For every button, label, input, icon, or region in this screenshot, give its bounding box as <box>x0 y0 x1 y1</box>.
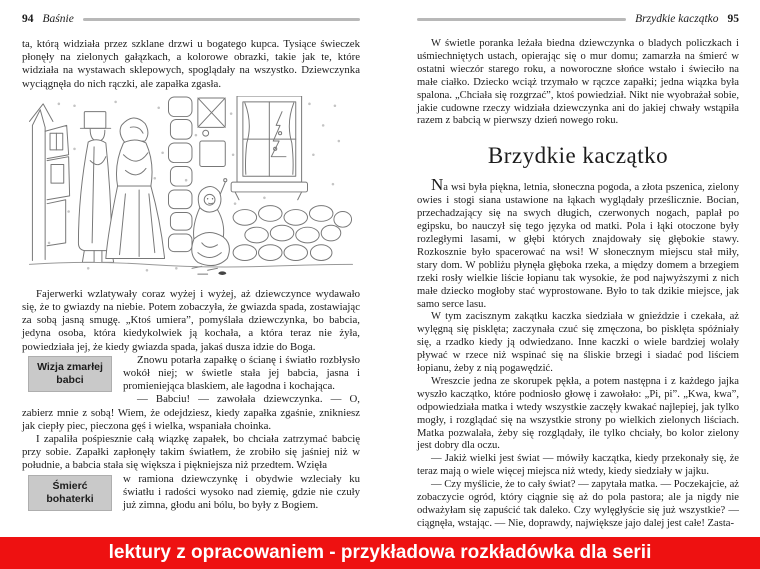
match-girl-illustration <box>22 96 360 282</box>
paragraph-na-wsi: Na wsi była piękna, letnia, słoneczna pogoda, a złota pszenica, zielony owies i stogi siana ustawione na łąkach wyglądały prześlicznie. Bocian, przechadzający się na swych długich, czerwonych nogach, paplał po egipsku, bo nauczył się tego języka od matki. Pola i łąki otoczone były rozległymi lasami, w głębi których znajdowały się głębokie stawy. Rozkosznie było spacerować na wsi! W słonecznym miejscu stał miły, stary dom. W pobliżu płynęła głęboka rzeka, a między domem a brzegiem rzeki rosły wielkie liście łopianu tak wysokie, że pod najwyższymi z nich małe dziecko mogłoby stać wyprostowane. Było to tak dzikie miejsce, jak samo serce lasu. <box>417 175 739 310</box>
paragraph-morning-light: W świetle poranka leżała biedna dziewczynka o bladych policzkach i uśmiechniętych ustach, opierając się o mur domu; zamarzła na śmierć w ostatni wieczór starego roku, a noworoczne słońce wstało i świeciło na małe ciałko. Dziecko wciąż trzymało w rączce zapałki; jedna wiązka była spalona. „Chciała się rozgrzać”, ktoś powiedział. Nikt nie wyobrażał sobie, jakie cudowne rzeczy widziała dziewczynka ani do jakiej chwały wstąpiła razem z babcią w pierwszy dzień nowego roku. <box>417 38 739 127</box>
paragraph-matches-bundle: I zapaliła pośpiesznie całą wiązkę zapałek, bo chciała zatrzymać babcię przy sobie. Zapałki zapłonęły takim światłem, że zrobiło się jaśniej niż w południe, a babcia stała się większa i piękniejsza niż przedtem. Wzięła <box>22 433 360 472</box>
margin-note-death-of-heroine: Śmierć bohaterki <box>28 475 112 511</box>
paragraph-big-world: — Jakiż wielki jest świat — mówiły kaczątka, kiedy przekonały się, że teraz mają o wiele więcej miejsca niż wtedy, kiedy siedziały w jajku. <box>417 453 739 478</box>
banner-label: lektury z opracowaniem - przykładowa rozkładówka dla serii <box>108 542 652 563</box>
margin-note-vision-of-grandmother: Wizja zmarłej babci <box>28 356 112 392</box>
page-header-right <box>417 12 739 26</box>
paragraph-eggs-hatch: Wreszcie jedna ze skorupek pękła, a potem następna i z każdego jajka wyszło kaczątko, które podniosło głowę i zawołało: „Pi, pi”. „Kwa, kwa”, odpowiedziała matka i wtedy wszystkie zaczęły kwakać najlepiej, jak tylko mogły, i rozglądać się na wszystkie strony po wielkich zielonych liściach. Matka pozwalała, żeby się rozglądały, ile tylko chciały, bo kolor zielony jest dobry dla oczu. <box>417 375 739 452</box>
promo-banner <box>0 537 760 569</box>
header-rule-right <box>417 18 626 21</box>
page-right <box>417 12 739 531</box>
header-rule-left <box>83 18 360 21</box>
paragraph-fireworks: Fajerwerki wzlatywały coraz wyżej i wyżej, aż dziewczynce wydawało się, że to gwiazdy na niebie. Potem zobaczyła, że gwiazda spada, zostawiając za sobą jasną smugę. „Ktoś umiera”, pomyślała dziewczynka, bo babcia, jedyna osoba, która kiedykolwiek ją kochała, a która teraz nie żyła, powiedziała jej, że kiedy gwiazda spada, jakaś dusza idzie do Boga. <box>22 287 360 353</box>
paragraph-babciu-dialog: — Babciu! — zawołała dziewczynka. — O, zabierz mnie z sobą! Wiem, że odejdziesz, kiedy zapałka zgaśnie, znikniesz jak ciepły piec, pieczona gęś i wielka, wspaniała choinka. <box>22 393 360 432</box>
chapter-title: Brzydkie kaczątko <box>487 143 669 169</box>
paragraph-duck-nest: W tym zacisznym zakątku kaczka siedziała w gnieździe i czekała, aż wylęgną się pisklęta; zaczynała czuć się zmęczona, bo pisklęta spóźniały się, a rzadko kiedy ją odwiedzano. Inne kaczki o wiele bardziej wolały pływać w rzece niż wspinać się na śliskie brzegi i siadać pod liściem łopianu, żeby z nią pogawędzić. <box>417 311 739 375</box>
paragraph-grandmother-vision: Znowu potarła zapałkę o ścianę i światło rozbłysło wokół niej; w świetle stała jej babcia, jasna i promieniejąca blaskiem, ale łagodna i kochająca. <box>123 353 360 393</box>
page-left <box>22 12 360 514</box>
page-header-left <box>22 12 360 26</box>
paragraph-ascension: w ramiona dziewczynkę i obydwie wzleciały ku światłu i radości wysoko nad ziemię, gdzie nie czuły już zimna, głodu ani bólu, bo były z Bogiem. <box>123 472 360 512</box>
running-title-left: Baśnie <box>42 13 74 25</box>
page-number-right: 95 <box>727 13 739 25</box>
page-number-left: 94 <box>22 13 34 25</box>
illustration-drawing <box>26 96 356 282</box>
paragraph-whole-world: — Czy myślicie, że to cały świat? — zapytała matka. — Poczekajcie, aż zobaczycie ogród, który ciągnie się aż do pola pastora; ale ja nigdy nie odważyłam się zapuścić tak daleko. Czy wylęgłyście się już wszystkie? — ciągnęła, wstając. — Nie, doprawdy, największe jajo dalej jest całe! Zasta- <box>417 479 739 529</box>
running-title-right: Brzydkie kaczątko <box>635 13 719 25</box>
paragraph-continuation: ta, którą widziała przez szklane drzwi u bogatego kupca. Tysiące świeczek płonęły na zielonych gałązkach, a kolorowe obrazki, takie jak te, które widziała na wystawach sklepowych, spoglądały na wszystko. Dziewczynka wyciągnęła do nich rączki, ale zapałka zgasła. <box>22 38 360 90</box>
